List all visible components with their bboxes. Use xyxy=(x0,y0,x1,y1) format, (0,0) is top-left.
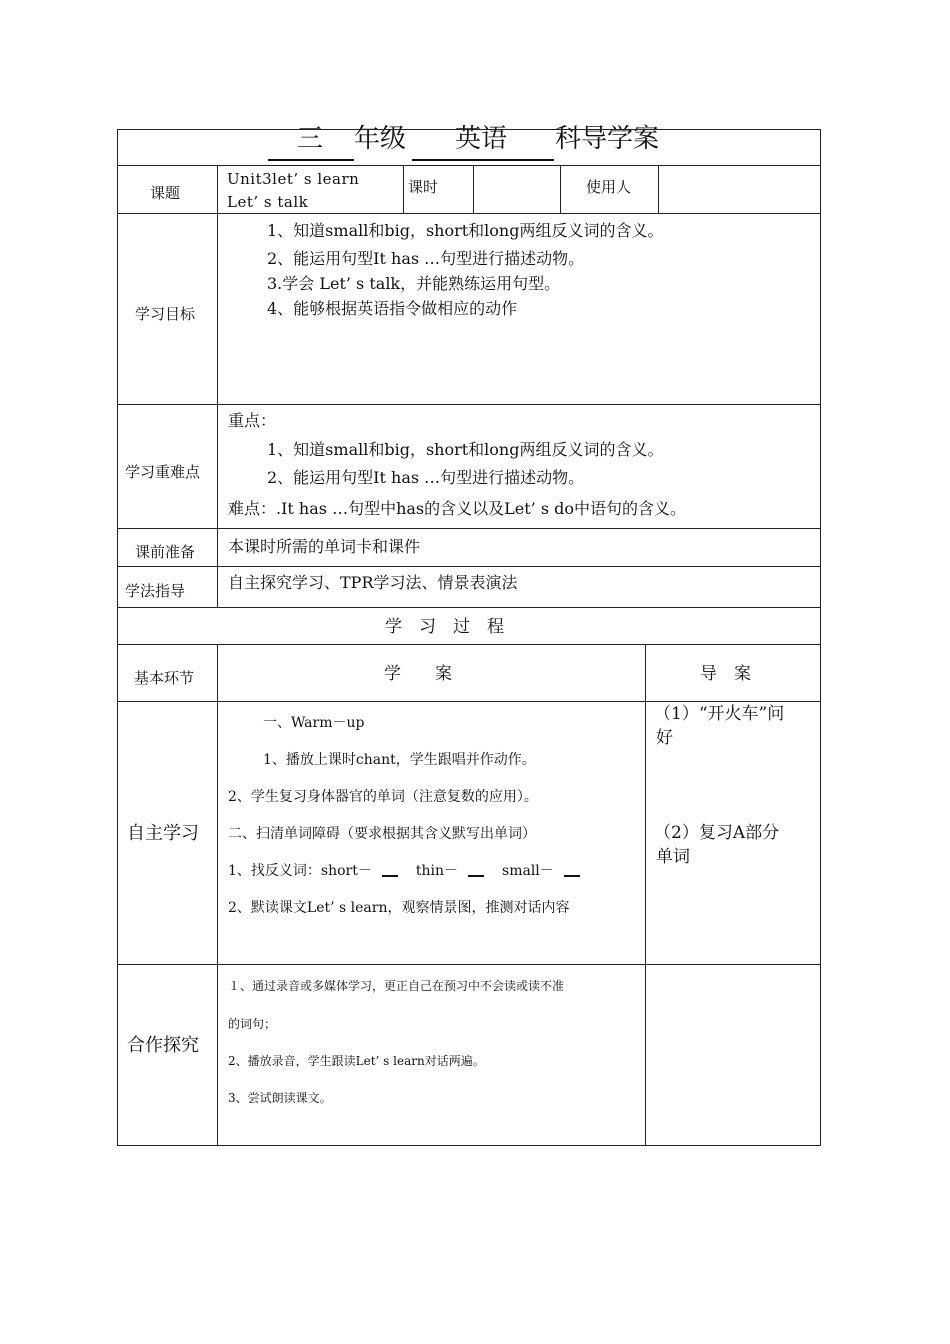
title-grade: 三 xyxy=(297,124,324,154)
grid-line xyxy=(473,165,474,213)
objective-item: 4、能够根据英语指令做相应的动作 xyxy=(267,299,518,318)
grid-line xyxy=(217,165,218,607)
guide-1-line1: （1）“开火车”问 xyxy=(654,704,785,724)
guide-2-line1: （2）复习A部分 xyxy=(654,823,780,843)
grid-line xyxy=(117,528,821,529)
cooperation-label: 合作探究 xyxy=(127,1035,199,1056)
key-points-label: 学习重难点 xyxy=(125,463,201,481)
title-doc-name: 科导学案 xyxy=(555,124,660,154)
key-item: 1、知道small和big，short和long两组反义词的含义。 xyxy=(267,440,664,459)
title-underline-grade xyxy=(268,159,354,161)
antonym-blank[interactable] xyxy=(382,861,398,877)
cooperation-line: 的词句； xyxy=(228,1017,277,1031)
objectives-label: 学习目标 xyxy=(135,305,196,323)
topic-label: 课题 xyxy=(150,184,181,202)
objective-item: 2、能运用句型It has …句型进行描述动物。 xyxy=(267,249,585,268)
self-study-line: 二、扫清单词障碍（要求根据其含义默写出单词） xyxy=(228,826,536,842)
antonym-word: short－ xyxy=(320,863,372,879)
grid-line xyxy=(117,607,821,608)
self-study-label: 自主学习 xyxy=(127,823,199,844)
preparation-value: 本课时所需的单词卡和课件 xyxy=(228,537,421,556)
difficulty-text: 难点：.It has …句型中has的含义以及Let’ s do中语句的含义。 xyxy=(228,499,686,518)
grid-line xyxy=(117,213,821,214)
antonym-word: thin－ xyxy=(415,863,459,879)
column-study-plan: 学 案 xyxy=(384,664,452,684)
grid-line xyxy=(117,129,821,130)
grid-line xyxy=(117,701,821,702)
grid-line xyxy=(117,566,821,567)
cooperation-line: １、通过录音或多媒体学习，更正自己在预习中不会读或读不准 xyxy=(228,979,565,993)
antonym-blank[interactable] xyxy=(468,861,484,877)
antonym-prefix: 1、找反义词： xyxy=(228,863,321,879)
period-label: 课时 xyxy=(408,178,439,196)
process-header: 学 习 过 程 xyxy=(385,617,504,637)
key-heading: 重点： xyxy=(228,411,277,430)
grid-line xyxy=(560,165,561,213)
guide-2-line2: 单词 xyxy=(656,847,690,867)
topic-value-line2: Let’ s talk xyxy=(227,193,309,211)
grid-line xyxy=(117,404,821,405)
grid-line xyxy=(658,165,659,213)
objective-item: 1、知道small和big，short和long两组反义词的含义。 xyxy=(267,221,664,240)
cooperation-line: 2、播放录音，学生跟读Let’ s learn对话两遍。 xyxy=(228,1054,485,1068)
column-stage: 基本环节 xyxy=(134,669,195,687)
self-study-last-line: 2、默读课文Let’ s learn，观察情景图，推测对话内容 xyxy=(228,900,570,916)
grid-line xyxy=(117,165,821,166)
grid-line xyxy=(117,964,821,965)
grid-line xyxy=(117,644,821,645)
grid-line xyxy=(117,129,118,1145)
method-value: 自主探究学习、TPR学习法、情景表演法 xyxy=(228,573,518,592)
user-label: 使用人 xyxy=(586,178,632,196)
grid-line xyxy=(217,644,218,1145)
topic-value-line1: Unit3let’ s learn xyxy=(227,170,360,188)
grid-line xyxy=(403,165,404,213)
grid-line xyxy=(117,1145,821,1146)
document-title xyxy=(117,122,821,158)
cooperation-line: 3、尝试朗读课文。 xyxy=(228,1091,332,1105)
antonym-blank[interactable] xyxy=(564,861,580,877)
preparation-label: 课前准备 xyxy=(135,543,196,561)
grid-line xyxy=(645,644,646,1145)
self-study-line: 一、Warm－up xyxy=(263,715,365,731)
antonym-word: small－ xyxy=(502,863,554,879)
objective-item: 3.学会 Let’ s talk，并能熟练运用句型。 xyxy=(267,274,561,293)
guide-1-line2: 好 xyxy=(656,728,673,748)
key-item: 2、能运用句型It has …句型进行描述动物。 xyxy=(267,468,585,487)
antonym-exercise xyxy=(228,861,590,881)
self-study-line: 2、学生复习身体器官的单词（注意复数的应用）。 xyxy=(228,789,538,805)
grid-line xyxy=(820,129,821,1145)
method-label: 学法指导 xyxy=(125,582,186,600)
column-guide-plan: 导 案 xyxy=(700,664,751,684)
self-study-line: 1、播放上课时chant，学生跟唱并作动作。 xyxy=(263,752,536,768)
title-subject: 英语 xyxy=(455,124,508,154)
title-underline-subject xyxy=(412,159,554,161)
title-grade-suffix: 年级 xyxy=(354,124,407,154)
